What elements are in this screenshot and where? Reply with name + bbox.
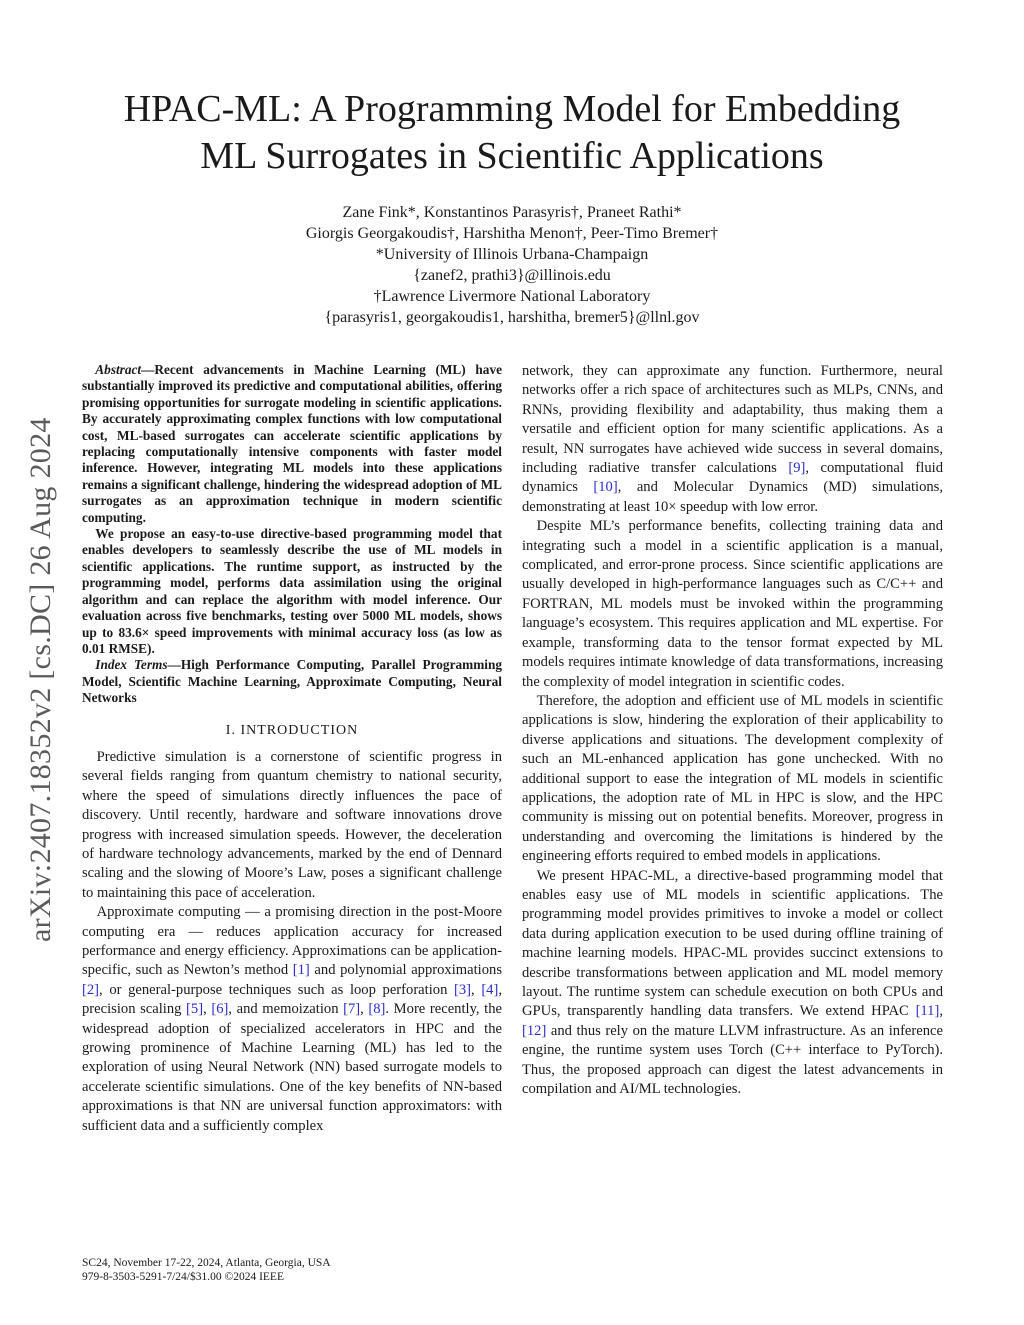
paper-title: [60, 86, 964, 180]
arxiv-identifier: [22, 350, 72, 950]
abstract-paragraph-1: Abstract—Recent advancements in Machine Learning (ML) have substantially improved its predictive and computational abilities, offering promising opportunities for surrogate modeling in scientific applications. By accurately approximating complex functions with low computational cost, ML-based surrogates can accelerate scientific applications by replacing computationally intensive components with faster model inference. However, integrating ML models into these applications remains a significant challenge, hindering the widespread adoption of ML surrogates as an approximation technique in modern scientific computing.: [82, 362, 502, 525]
citation-link[interactable]: [3]: [454, 981, 472, 998]
right-paragraph-3: Therefore, the adoption and efficient use of ML models in scientific applications is slow, hindering the exploration of their applicability to diverse applications and situations. The development complexity of such an ML-enhanced application has gone unchecked. With no additional support to ease the integration of ML models in scientific applications, the adoption rate of ML in HPC is slow, and the HPC community is missing out on potential benefits. Moreover, progress in understanding and overcoming the limitations is hindered by the engineering efforts required to embed models in applications.: [522, 692, 943, 865]
authors-line-2: Giorgis Georgakoudis†, Harshitha Menon†, Peer-Timo Bremer†: [305, 225, 719, 242]
citation-link[interactable]: [8]: [368, 1001, 386, 1018]
section-heading: I. INTRODUCTION: [225, 722, 359, 738]
arxiv-id-text: arXiv:2407.18352v2 [cs.DC] 26 Aug 2024: [24, 417, 57, 942]
citation-link[interactable]: [6]: [211, 1001, 229, 1018]
citation-link[interactable]: [2]: [82, 981, 100, 998]
index-terms: Index Terms—High Performance Computing, Parallel Programming Model, Scientific Machine Learning, Approximate Computing, Neural Networks: [82, 657, 503, 706]
footer-copyright: 979-8-3503-5291-7/24/$31.00 ©2024 IEEE: [82, 1271, 284, 1283]
citation-link[interactable]: [7]: [343, 1001, 361, 1018]
affiliation-2: †Lawrence Livermore National Laboratory: [373, 288, 651, 305]
citation-link[interactable]: [10]: [593, 479, 618, 496]
right-column: [522, 362, 943, 1099]
citation-link[interactable]: [11]: [915, 1003, 940, 1020]
left-column: [82, 362, 502, 1136]
title-line-2: ML Surrogates in Scientific Applications: [200, 135, 824, 177]
author-block: [100, 202, 924, 328]
abstract-paragraph-2: We propose an easy-to-use directive-based programming model that enables developers to seamlessly describe the use of ML models in scientific applications. The runtime support, as instructed by the programming model, performs data assimilation using the original algorithm and can replace the algorithm with model inference. Our evaluation across five benchmarks, testing over 5000 ML models, shows up to 83.6× speed improvements with minimal accuracy loss (as low as 0.01 RMSE).: [82, 526, 502, 656]
right-paragraph-1: network, they can approximate any function. Furthermore, neural networks offer a rich space of architectures such as MLPs, CNNs, and RNNs, providing flexibility and adaptability, thus making them a versatile and efficient option for many scientific applications. As a result, NN surrogates have achieved wide success in several domains, including radiative transfer calculations [9], computational fluid dynamics [10], and Molecular Dynamics (MD) simulations, demonstrating at least 10× speedup with low error.: [522, 363, 943, 515]
email-2: {parasyris1, georgakoudis1, harshitha, bremer5}@llnl.gov: [324, 309, 700, 326]
intro-paragraph-1: Predictive simulation is a cornerstone of scientific progress in several fields ranging from quantum chemistry to national security, where the speed of simulations directly influences the pace of discovery. Until recently, hardware and software innovations drove progress with increased simulation speeds. However, the deceleration of hardware technology advancements, marked by the end of Dennard scaling and the slowing of Moore’s Law, poses a significant challenge to maintaining this pace of acceleration.: [82, 748, 502, 901]
email-1: {zanef2, prathi3}@illinois.edu: [413, 267, 611, 284]
authors-line-1: Zane Fink*, Konstantinos Parasyris†, Praneet Rathi*: [342, 204, 682, 221]
title-line-1: HPAC-ML: A Programming Model for Embedding: [123, 88, 901, 130]
right-paragraph-4: We present HPAC-ML, a directive-based programming model that enables easy use of ML models in scientific applications. The programming model provides primitives to invoke a model or collect data during application execution to be used during offline training of machine learning models. HPAC-ML provides succinct extensions to describe transformations between application and ML model memory layout. The runtime system can schedule execution on both CPUs and GPUs, transparently handling data transfers. We extend HPAC [11], [12] and thus rely on the mature LLVM infrastructure. As an inference engine, the runtime system uses Torch (C++ interface to PyTorch). Thus, the proposed approach can digest the latest advancements in compilation and AI/ML technologies.: [522, 867, 943, 1098]
index-terms-label: Index Terms: [95, 657, 168, 673]
affiliation-1: *University of Illinois Urbana-Champaign: [375, 246, 649, 263]
footer-conference: SC24, November 17-22, 2024, Atlanta, Georgia, USA: [82, 1257, 331, 1269]
citation-link[interactable]: [1]: [292, 962, 310, 979]
abstract-label: Abstract: [95, 362, 142, 377]
footer: [82, 1256, 331, 1284]
citation-link[interactable]: [4]: [481, 981, 499, 998]
abstract: [82, 362, 502, 707]
citation-link[interactable]: [12]: [522, 1022, 547, 1039]
citation-link[interactable]: [5]: [186, 1001, 204, 1018]
citation-link[interactable]: [9]: [788, 460, 806, 477]
intro-paragraph-2: Approximate computing — a promising direction in the post-Moore computing era — reduces application accuracy for increased performance and energy efficiency. Approximations can be application-specific, such as Newton’s method [1] and polynomial approximations [2], or general-purpose techniques such as loop perforation [3], [4], precision scaling [5], [6], and memoization [7], [8]. More recently, the widespread adoption of specialized accelerators in HPC and the growing prominence of Machine Learning (ML) has led to the exploration of using Neural Network (NN) based surrogate models to accelerate scientific simulations. One of the key benefits of NN-based approximations is that NN are universal function approximators: with sufficient data and a sufficiently complex: [82, 904, 503, 1134]
right-paragraph-2: Despite ML’s performance benefits, collecting training data and integrating such a model in a scientific application is a manual, complicated, and error-prone process. Since scientific applications are usually developed in high-performance languages such as C/C++ and FORTRAN, ML models must be invoked within the programming language’s ecosystem. This requires application and ML expertise. For example, transforming data to the tensor format expected by ML models requires intimate knowledge of data transformations, increasing the complexity of model integration in scientific codes.: [522, 518, 943, 690]
